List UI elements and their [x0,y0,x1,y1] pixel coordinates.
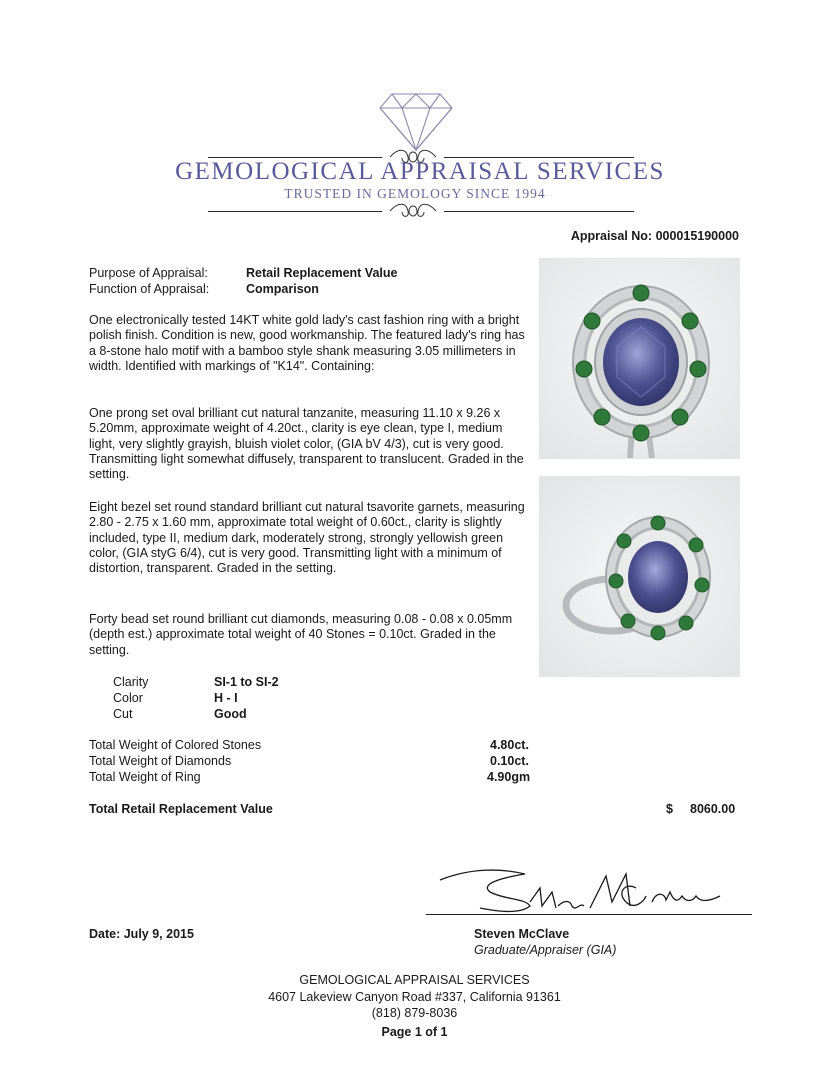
signature-line [426,914,752,915]
total-label: Total Weight of Diamonds [89,754,232,768]
ring-photo-angle [539,476,740,677]
appraisal-date: Date: July 9, 2015 [89,927,194,941]
divider-bottom-right [444,211,634,212]
total-value: 4.80ct. [490,738,529,752]
description-tanzanite: One prong set oval brilliant cut natural tanzanite, measuring 11.10 x 9.26 x 5.20mm, approximate weight of 4.20ct., clarity is eye clean, type I, medium light, very slightly grayish, bluish violet color, (GIA bV 4/3), cut is very good. Transmitting light somewhat diffusely, transparent to translucent. Graded in the setting. [89,406,524,482]
purpose-label: Purpose of Appraisal: [89,266,208,280]
grade-value: SI-1 to SI-2 [214,675,279,689]
appraisal-number: Appraisal No: 000015190000 [570,229,739,243]
description-ring: One electronically tested 14KT white gold lady's cast fashion ring with a bright polish finish. Condition is new, good workmanship. The featured lady's ring has a 8-stone halo motif with a bamboo style shank measuring 3.05 millimeters in width. Identified with markings of "K14". Containing: [89,313,525,373]
ring-angle-image [540,477,739,676]
ring-front-image [540,259,739,458]
retail-value-label: Total Retail Replacement Value [89,802,273,816]
function-label: Function of Appraisal: [89,282,210,296]
retail-currency: $ [666,802,673,816]
total-value: 4.90gm [487,770,531,784]
total-label: Total Weight of Colored Stones [89,738,262,752]
footer-company: GEMOLOGICAL APPRAISAL SERVICES [299,973,530,987]
retail-value: 8060.00 [690,802,736,816]
grade-label: Color [113,691,143,705]
ring-photo-front [539,258,740,459]
description-diamonds: Forty bead set round brilliant cut diamonds, measuring 0.08 - 0.08 x 0.05mm (depth est.) approximate total weight of 40 Stones = 0.10ct. Graded in the setting. [89,612,513,657]
grade-label: Clarity [113,675,149,689]
total-label: Total Weight of Ring [89,770,201,784]
divider-bottom-left [208,211,382,212]
appraiser-title: Graduate/Appraiser (GIA) [474,943,617,957]
grade-label: Cut [113,707,133,721]
swirl-ornament-icon [388,202,438,220]
brand-tagline: TRUSTED IN GEMOLOGY SINCE 1994 [284,186,546,201]
footer-phone: (818) 879-8036 [371,1006,458,1020]
grade-value: Good [214,707,247,721]
purpose-value: Retail Replacement Value [246,266,398,280]
footer-address: 4607 Lakeview Canyon Road #337, California 91361 [268,990,561,1004]
page-number: Page 1 of 1 [381,1025,448,1039]
total-value: 0.10ct. [490,754,529,768]
appraiser-name: Steven McClave [474,927,570,941]
description-tsavorite: Eight bezel set round standard brilliant cut natural tsavorite garnets, measuring 2.80 - 2.75 x 1.60 mm, approximate total weight of 0.60ct., clarity is slightly included, type II, medium dark, moderately strong, strongly yellowish green color, (GIA styG 6/4), cut is very good. Transmitting light with a minimum of distortion, transparent. Graded in the setting. [89,500,525,576]
brand-name: GEMOLOGICAL APPRAISAL SERVICES [175,158,665,185]
function-value: Comparison [246,282,319,296]
diamond-logo-icon [378,88,454,152]
grade-value: H - I [214,691,238,705]
